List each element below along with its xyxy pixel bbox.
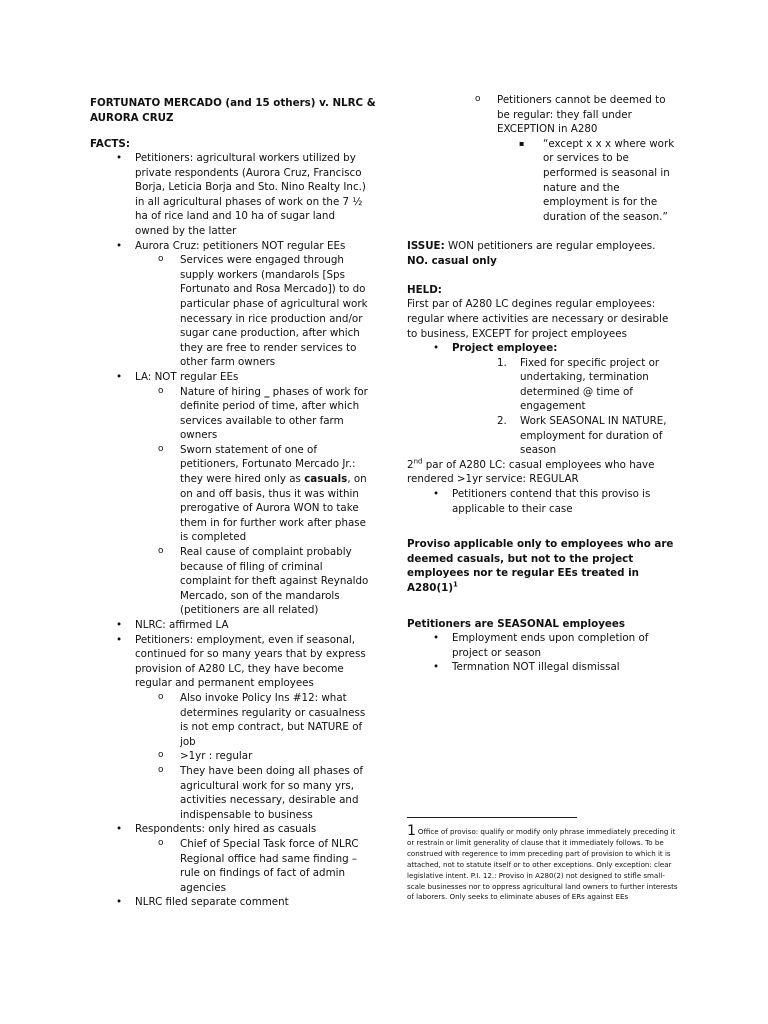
issue-line (407, 239, 679, 268)
sub-item-text: Chief of Special Task force of NLRC Regional office had same finding – rule on findings of fact of admin agencies (180, 837, 359, 894)
list-item (90, 239, 370, 370)
list-item (135, 764, 370, 822)
facts-item-text: Petitioners: agricultural workers utilized by private respondents (Aurora Cruz, Francisco Borja, Leticia Borja and Sto. Nino Realty Inc.) in all agricultural phases of work on the 7 ½ ha of rice land and 10 ha of sugar land owned by the latter (135, 152, 366, 237)
sub-list (135, 837, 370, 895)
sub-item-text: They have been doing all phases of agricultural work for so many yrs, activities necessary, desirable and indispensable to business (180, 764, 364, 821)
list-item (407, 487, 679, 516)
case-title: FORTUNATO MERCADO (and 15 others) v. NLRC & AURORA CRUZ (90, 97, 376, 124)
held-paragraph-text: par of A280 LC: casual employees who have rendered >1yr service: REGULAR (407, 458, 655, 486)
numbered-list (452, 356, 679, 458)
continued-sub-list (452, 93, 679, 224)
list-item (135, 253, 370, 370)
list-item (497, 137, 679, 225)
held-list-2 (407, 487, 679, 516)
facts-heading: FACTS: (90, 138, 130, 150)
sub-list (135, 253, 370, 370)
facts-item-text: Respondents: only hired as casuals (135, 823, 317, 836)
list-item (135, 443, 370, 545)
ordinal-suffix: nd (413, 457, 423, 466)
list-item (90, 895, 370, 910)
issue-answer: NO. casual only (407, 254, 497, 267)
held-heading: HELD: (407, 283, 442, 296)
list-number: 2. (497, 415, 507, 428)
held-item-text: Petitioners contend that this proviso is applicable to their case (452, 488, 651, 515)
held-list (407, 341, 679, 458)
project-employee-label: Project employee: (452, 342, 558, 355)
held-column (407, 93, 679, 675)
list-item (452, 93, 679, 224)
facts-column (90, 151, 370, 910)
held-paragraph: First par of A280 LC degines regular employees: regular where activities are necessary or desirable to business, EXCEPT for project employees (407, 298, 669, 340)
sub-item-text: >1yr : regular (180, 750, 253, 763)
held-paragraph-2 (407, 458, 679, 487)
list-item (90, 822, 370, 895)
footnote-reference[interactable]: 1 (453, 580, 458, 589)
numbered-item-text: Work SEASONAL IN NATURE, employment for duration of season (520, 415, 667, 457)
footnote (407, 823, 681, 903)
sub-item-text: Also invoke Policy Ins #12: what determines regularity or casualness is not emp contract, but NATURE of job (180, 691, 366, 748)
list-item (90, 633, 370, 823)
list-item (90, 370, 370, 618)
list-item (452, 414, 679, 458)
list-item (135, 837, 370, 895)
sub-item-text: Petitioners cannot be deemed to be regular: they fall under EXCEPTION in A280 (497, 94, 666, 136)
seasonal-item-text: Termnation NOT illegal dismissal (452, 661, 620, 674)
sub-item-text: phases of work for definite period of time, after which services available to other farm owners (180, 385, 368, 442)
issue-label: ISSUE: (407, 239, 445, 252)
issue-text: WON petitioners are regular employees. (444, 239, 656, 252)
list-item (90, 618, 370, 633)
sub-item-text: Real cause of complaint probably because of filing of criminal complaint for theft against Reynaldo Mercado, son of the mandarols (petitioners are all related) (180, 546, 369, 617)
facts-item-text: Aurora Cruz: petitioners NOT regular EEs (135, 239, 346, 252)
bold-term: casuals (304, 473, 348, 486)
list-item (135, 749, 370, 764)
list-item (407, 660, 679, 675)
ordinal-number: 2 (407, 458, 414, 471)
list-item (452, 356, 679, 414)
seasonal-item-text: Employment ends upon completion of project or season (452, 632, 649, 659)
seasonal-heading: Petitioners are SEASONAL employees (407, 617, 626, 630)
list-item (407, 631, 679, 660)
numbered-item-text: Fixed for specific project or undertaking, termination determined @ time of engagement (520, 356, 660, 413)
footnote-text: Office of proviso: qualify or modify only phrase immediately preceding it or restrain or limit generality of clause that it immediately follows. To be construed with regerence to imm preceding part of provision to which it is attached, not to statute itself or to other exceptions. Only exception: clear legislative intent. P.I. 12.: Proviso in A280(2) not designed to stifle small-scale businesses nor to oppress agricultural land owners to further interests of laborers. Only seeks to eliminate abuses of ERs against EEs (407, 827, 678, 902)
footnote-divider (407, 817, 577, 818)
proviso-text: Proviso applicable only to employees who are deemed casuals, but not to the project employees nor te regular EEs treated in A280(1) (407, 538, 674, 594)
facts-item-text: NLRC filed separate comment (135, 896, 289, 909)
proviso-statement (407, 537, 679, 595)
facts-item-text: NLRC: affirmed LA (135, 619, 229, 631)
facts-item-text: Petitioners: employment, even if seasonal, continued for so many years that by express provision of A280 LC, they have become regular and permanent employees (135, 633, 366, 690)
list-item (135, 691, 370, 749)
sub-item-text: Sworn statement of one of petitioners, Fortunato Mercado Jr.: they were hired only as (180, 443, 356, 486)
list-item (407, 341, 679, 458)
facts-item-text: LA: NOT regular EEs (135, 370, 239, 383)
list-item (135, 545, 370, 618)
sub-item-text: , on on and off basis, thus it was within prerogative of Aurora WON to take them in for further work after phase is completed (180, 473, 367, 544)
sub-list (135, 691, 370, 822)
list-item (90, 151, 370, 239)
list-number: 1. (497, 356, 507, 369)
sub-list (135, 385, 370, 619)
sub-item-text: Services were engaged through supply workers (mandarols [Sps Fortunato and Rosa Mercado]) to do particular phase of agricultural work necessary in rice production and/or sugar cane production, after which they are free to render services to other farm owners (180, 254, 368, 369)
facts-list (90, 151, 370, 910)
list-item (135, 385, 370, 443)
sub-item-text: Nature of hiring (180, 385, 265, 398)
underscore-mark: _ (264, 385, 270, 398)
quoted-exception: “except x x x where work or services to be performed is seasonal in nature and the employment is for the duration of the season.” (543, 137, 675, 223)
sub-sub-list (497, 137, 679, 225)
seasonal-list (407, 631, 679, 675)
footnote-number: 1 (407, 823, 416, 839)
